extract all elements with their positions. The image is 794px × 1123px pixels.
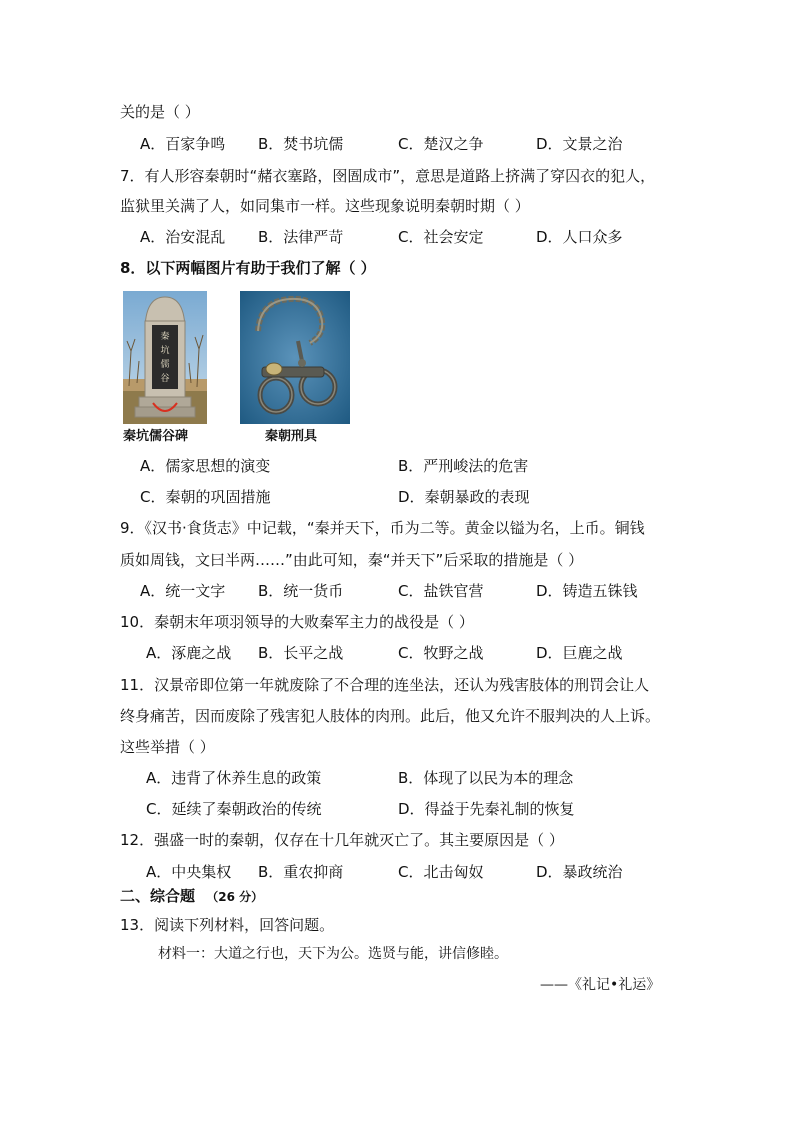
shackles-photo-icon <box>240 291 350 424</box>
q9-option-a: A．统一文字 <box>140 582 226 600</box>
q6-option-d: D．文景之治 <box>536 135 623 153</box>
q13-source1: ——《礼记•礼运》 <box>540 977 661 993</box>
stele-char-1: 秦 <box>160 332 170 342</box>
q9-stem-line1: 9．《汉书·食货志》中记载，“秦并天下，币为二等。黄金以镒为名，上币。铜钱 <box>120 519 645 537</box>
q12-stem: 12．强盛一时的秦朝，仅存在十几年就灭亡了。其主要原因是（ ） <box>120 831 564 849</box>
section2-title: 二、综合题 <box>120 887 196 905</box>
q11-option-c: C．延续了秦朝政治的传统 <box>146 800 322 818</box>
q11-stem-line3: 这些举措（ ） <box>120 738 215 756</box>
q11-option-d: D．得益于先秦礼制的恢复 <box>398 800 575 818</box>
q9-option-c: C．盐铁官营 <box>398 582 484 600</box>
q12-option-a: A．中央集权 <box>146 863 232 881</box>
q7-option-c: C．社会安定 <box>398 228 484 246</box>
q6-option-c: C．楚汉之争 <box>398 135 484 153</box>
q13-material1: 材料一：大道之行也，天下为公。选贤与能，讲信修睦。 <box>158 946 508 962</box>
stele-photo-icon <box>123 291 207 424</box>
stele-char-3: 儒 <box>160 360 170 370</box>
q9-stem-line2: 质如周钱，文曰半两……”由此可知，秦“并天下”后采取的措施是（ ） <box>120 551 584 569</box>
q8-option-b: B．严刑峻法的危害 <box>398 457 529 475</box>
q12-option-c: C．北击匈奴 <box>398 863 484 881</box>
q11-option-b: B．体现了以民为本的理念 <box>398 769 574 787</box>
q8-option-d: D．秦朝暴政的表现 <box>398 488 530 506</box>
figure-stele-image <box>123 291 207 424</box>
q8-option-c: C．秦朝的巩固措施 <box>140 488 271 506</box>
q10-option-c: C．牧野之战 <box>398 644 484 662</box>
q12-option-d: D．暴政统治 <box>536 863 623 881</box>
q10-option-a: A．涿鹿之战 <box>146 644 232 662</box>
q11-stem-line1: 11．汉景帝即位第一年就废除了不合理的连坐法，还认为残害肢体的刑罚会让人 <box>120 676 650 694</box>
q9-option-b: B．统一货币 <box>258 582 344 600</box>
q8-option-a: A．儒家思想的演变 <box>140 457 271 475</box>
stele-char-2: 坑 <box>160 346 170 356</box>
q7-option-b: B．法律严苛 <box>258 228 344 246</box>
figure-stele-caption: 秦坑儒谷碑 <box>123 429 189 444</box>
q8-stem: 8．以下两幅图片有助于我们了解（ ） <box>120 259 376 277</box>
q11-option-a: A．违背了休养生息的政策 <box>146 769 322 787</box>
q7-stem-line2: 监狱里关满了人，如同集市一样。这些现象说明秦朝时期（ ） <box>120 197 530 215</box>
q10-option-b: B．长平之战 <box>258 644 344 662</box>
stele-char-4: 谷 <box>160 374 170 384</box>
q6-option-a: A．百家争鸣 <box>140 135 226 153</box>
section2-score: （26 分） <box>206 890 264 904</box>
q9-option-d: D．铸造五铢钱 <box>536 582 638 600</box>
figure-shackles-image <box>240 291 350 424</box>
q12-option-b: B．重农抑商 <box>258 863 344 881</box>
q10-option-d: D．巨鹿之战 <box>536 644 623 662</box>
section2-heading <box>120 886 263 907</box>
q7-option-d: D．人口众多 <box>536 228 623 246</box>
q7-option-a: A．治安混乱 <box>140 228 226 246</box>
q6-continuation: 关的是（ ） <box>120 103 200 121</box>
q13-stem: 13．阅读下列材料，回答问题。 <box>120 916 335 934</box>
figure-shackles-caption: 秦朝刑具 <box>265 429 318 444</box>
q6-option-b: B．焚书坑儒 <box>258 135 344 153</box>
q7-stem-line1: 7．有人形容秦朝时“赭衣塞路，囹圄成市”，意思是道路上挤满了穿囚衣的犯人， <box>120 167 656 185</box>
q11-stem-line2: 终身痛苦，因而废除了残害犯人肢体的肉刑。此后，他又允许不服判决的人上诉。 <box>120 707 661 725</box>
q10-stem: 10．秦朝末年项羽领导的大败秦军主力的战役是（ ） <box>120 613 474 631</box>
